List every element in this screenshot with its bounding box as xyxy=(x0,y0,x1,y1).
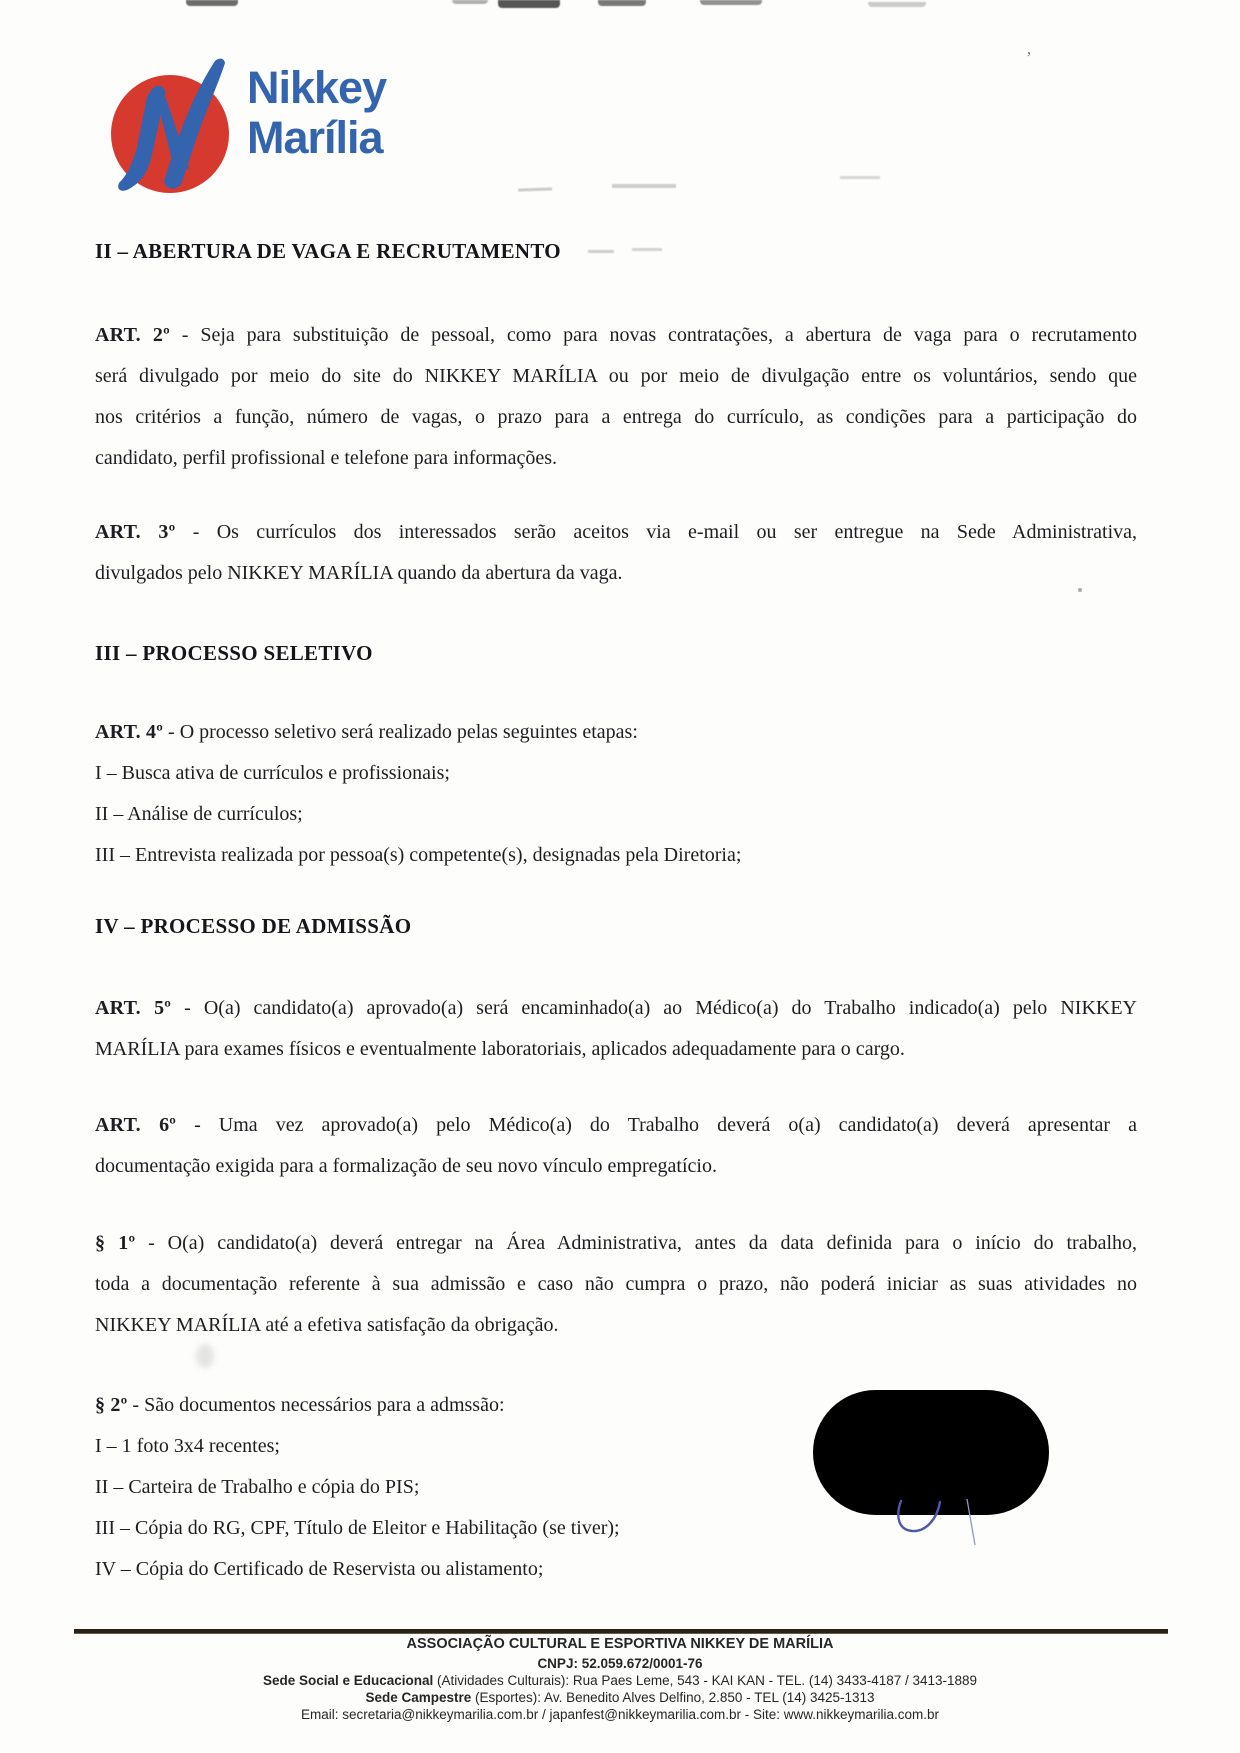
scan-artifact xyxy=(612,184,676,188)
paragraph-art4 xyxy=(95,712,1137,876)
nikkey-marilia-logo xyxy=(95,55,475,200)
text-line: § 2º - São documentos necessários para a admssão: xyxy=(95,1394,505,1416)
footer-sede-campestre xyxy=(0,1689,1240,1706)
text-line: III – Cópia do RG, CPF, Título de Eleitor e Habilitação (se tiver); xyxy=(95,1517,620,1539)
footer-sede-campestre-text: (Esportes): Av. Benedito Alves Delfino, 2.850 - TEL (14) 3425-1313 xyxy=(471,1690,875,1705)
text-line: I – Busca ativa de currículos e profissionais; xyxy=(95,762,450,784)
paragraph-art3 xyxy=(95,512,1137,594)
scan-artifact xyxy=(840,176,880,179)
text-line: ART. 6º - Uma vez aprovado(a) pelo Médico(a) do Trabalho deverá o(a) candidato(a) deverá apresentar a xyxy=(95,1114,1138,1136)
text-line: será divulgado por meio do site do NIKKEY MARÍLIA ou por meio de divulgação entre os voluntários, sendo que xyxy=(95,365,1137,387)
text-line: nos critérios a função, número de vagas, o prazo para a entrega do currículo, as condições para a participação do xyxy=(95,406,1137,428)
pen-scribble-icon xyxy=(885,1497,995,1549)
scan-artifact xyxy=(498,0,560,8)
text-line: divulgados pelo NIKKEY MARÍLIA quando da abertura da vaga. xyxy=(95,562,623,584)
footer-sede-campestre-label: Sede Campestre xyxy=(365,1690,472,1705)
footer-sede-social-label: Sede Social e Educacional xyxy=(262,1673,434,1688)
text-line: MARÍLIA para exames físicos e eventualmente laboratoriais, aplicados adequadamente para o cargo. xyxy=(95,1038,905,1060)
text-line: § 1º - O(a) candidato(a) deverá entregar na Área Administrativa, antes da data definida para o início do trabalho, xyxy=(95,1232,1138,1254)
scan-artifact xyxy=(452,0,488,4)
section-heading-h4: IV – PROCESSO DE ADMISSÃO xyxy=(95,914,412,938)
footer-divider xyxy=(74,1629,1168,1634)
logo-word-marilia: Marília xyxy=(247,112,383,163)
scan-artifact xyxy=(598,0,646,6)
text-line: III – Entrevista realizada por pessoa(s) competente(s), designadas pela Diretoria; xyxy=(95,844,742,866)
scan-artifact xyxy=(196,1344,214,1368)
paragraph-art6 xyxy=(95,1105,1137,1187)
scan-artifact: ’ xyxy=(1026,48,1032,67)
text-line: ART. 5º - O(a) candidato(a) aprovado(a) será encaminhado(a) ao Médico(a) do Trabalho indicado(a) pelo NIKKEY xyxy=(95,997,1137,1019)
scan-artifact xyxy=(186,0,238,6)
scan-artifact xyxy=(868,2,926,7)
text-line: documentação exigida para a formalização de seu novo vínculo empregatício. xyxy=(95,1155,717,1177)
text-line: II – Análise de currículos; xyxy=(95,803,303,825)
text-line: NIKKEY MARÍLIA até a efetiva satisfação da obrigação. xyxy=(95,1314,559,1336)
text-line: IV – Cópia do Certificado de Reservista ou alistamento; xyxy=(95,1558,544,1580)
footer-sede-social-text: (Atividades Culturais): Rua Paes Leme, 543 - KAI KAN - TEL. (14) 3433-4187 / 3413-1889 xyxy=(433,1673,978,1688)
section-heading-h3: III – PROCESSO SELETIVO xyxy=(95,641,373,665)
logo-mark-icon xyxy=(95,55,245,200)
text-line: ART. 2º - Seja para substituição de pessoal, como para novas contratações, a abertura de vaga para o recrutamento xyxy=(95,324,1137,346)
section-heading-h2: II – ABERTURA DE VAGA E RECRUTAMENTO xyxy=(95,239,561,263)
scan-artifact xyxy=(700,0,762,5)
logo-word-nikkey: Nikkey xyxy=(247,62,387,113)
text-line: toda a documentação referente à sua admissão e caso não cumpra o prazo, não poderá iniciar as suas atividades no xyxy=(95,1273,1137,1295)
footer-org-name: ASSOCIAÇÃO CULTURAL E ESPORTIVA NIKKEY DE MARÍLIA xyxy=(406,1636,834,1652)
paragraph-art5 xyxy=(95,988,1137,1070)
footer-cnpj: CNPJ: 52.059.672/0001-76 xyxy=(537,1656,703,1671)
footer-sede-social xyxy=(0,1672,1240,1689)
scan-artifact xyxy=(518,187,552,191)
paragraph-par1 xyxy=(95,1223,1137,1346)
paragraph-art2 xyxy=(95,315,1137,479)
text-line: ART. 3º - Os currículos dos interessados serão aceitos via e-mail ou ser entregue na Sede Administrativa, xyxy=(95,521,1137,543)
text-line: I – 1 foto 3x4 recentes; xyxy=(95,1435,280,1457)
text-line: ART. 4º - O processo seletivo será realizado pelas seguintes etapas: xyxy=(95,721,638,743)
text-line: II – Carteira de Trabalho e cópia do PIS; xyxy=(95,1476,420,1498)
footer-contact-line: Email: secretaria@nikkeymarilia.com.br / japanfest@nikkeymarilia.com.br - Site: www.nikkeymarilia.com.br xyxy=(300,1707,940,1722)
logo-wordmark xyxy=(247,63,386,163)
text-line: candidato, perfil profissional e telefone para informações. xyxy=(95,447,558,469)
